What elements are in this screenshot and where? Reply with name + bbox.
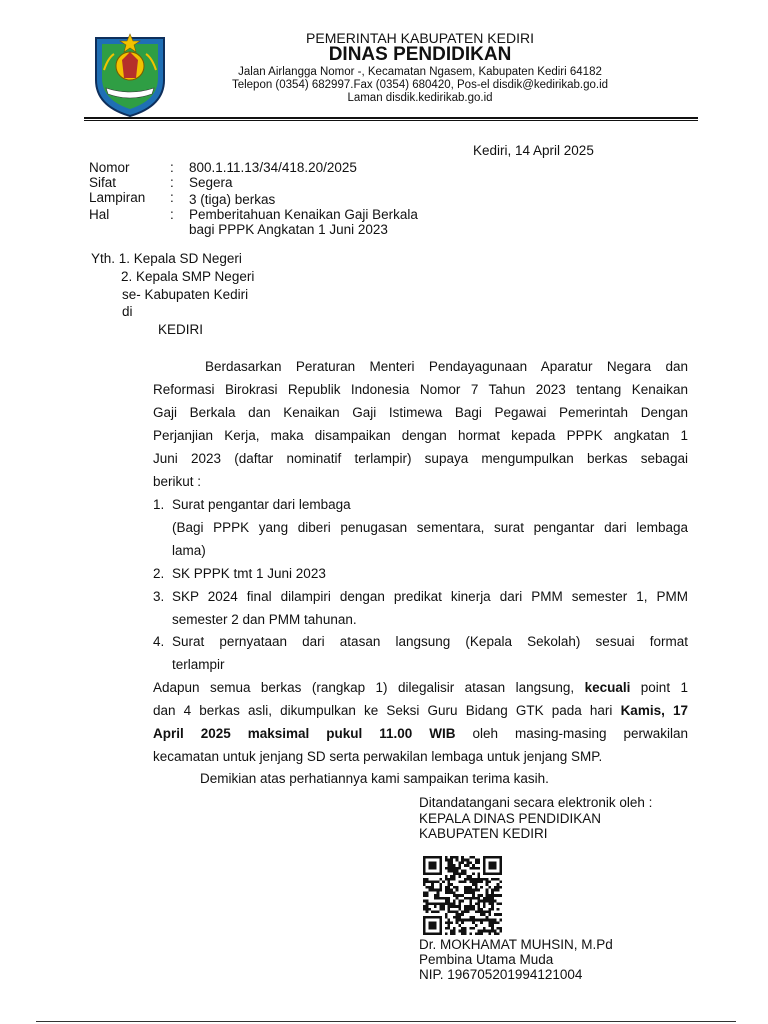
closing-line: Adapun semua berkas (rangkap 1) dilegalisir atasan langsung, kecuali point 1 [153,680,688,695]
list-item-text: Surat pengantar dari lembaga [172,497,351,512]
letter-date: Kediri, 14 April 2025 [473,143,594,158]
meta-value-lampiran: 3 (tiga) berkas [189,192,276,207]
agency-website: Laman disdik.kedirikab.go.id [347,92,493,104]
signer-name: Dr. MOKHAMAT MUHSIN, M.Pd [419,937,613,952]
paragraph-line: Reformasi Birokrasi Republik Indonesia Nomor 7 Tahun 2023 tentang Kenaikan [153,382,688,397]
recipient-line: se- Kabupaten Kediri [122,287,249,302]
esign-statement: Ditandatangani secara elektronik oleh : [419,795,653,810]
list-number: 3. [153,589,165,604]
meta-label-lampiran: Lampiran [89,190,146,205]
meta-value-sifat: Segera [189,175,233,190]
agency-address: Jalan Airlangga Nomor -, Kecamatan Ngasem, Kabupaten Kediri 64182 [238,66,602,78]
signer-nip: NIP. 196705201994121004 [419,967,583,982]
meta-value-hal: Pemberitahuan Kenaikan Gaji Berkala [189,207,418,222]
letterhead-rule-thin [84,120,698,121]
signer-institution: KABUPATEN KEDIRI [419,826,548,841]
meta-label-nomor: Nomor [89,160,130,175]
paragraph-line: Berdasarkan Peraturan Menteri Pendayagunaan Aparatur Negara dan [205,359,688,374]
meta-sep: : [170,190,174,205]
signer-rank: Pembina Utama Muda [419,952,554,967]
list-item-text: (Bagi PPPK yang diberi penugasan sementara, surat pengantar dari lembaga [172,520,688,535]
letterhead-rule [84,117,698,119]
meta-sep: : [170,160,174,175]
closing-line: dan 4 berkas asli, dikumpulkan ke Seksi Guru Bidang GTK pada hari Kamis, 17 [153,703,688,718]
list-item-text: SKP 2024 final dilampiri dengan predikat kinerja dari PMM semester 1, PMM [172,589,688,604]
meta-label-sifat: Sifat [89,175,117,190]
paragraph-line: Gaji Berkala dan Kenaikan Gaji Istimewa Bagi Pegawai Pemerintah Dengan [153,405,688,420]
list-number: 2. [153,566,165,581]
closing-line: April 2025 maksimal pukul 11.00 WIB oleh masing-masing perwakilan [153,726,689,741]
recipient-line: di [122,304,133,319]
recipient-line: Yth. 1. Kepala SD Negeri [91,251,242,266]
meta-value-hal-continued: bagi PPPK Angkatan 1 Juni 2023 [189,222,388,237]
meta-sep: : [170,207,174,222]
list-item-text: lama) [172,543,206,558]
closing-line: kecamatan untuk jenjang SD serta perwakilan lembaga untuk jenjang SMP. [153,749,603,764]
paragraph-line: Juni 2023 (daftar nominatif terlampir) supaya mengumpulkan berkas sebagai [153,451,688,466]
government-name: PEMERINTAH KABUPATEN KEDIRI [306,30,534,46]
page-footer-rule [36,1021,736,1022]
qr-code-icon [419,856,506,935]
recipient-city: KEDIRI [158,322,204,337]
paragraph-line: Perjanjian Kerja, maka disampaikan dengan hormat kepada PPPK angkatan 1 [153,428,688,443]
list-number: 4. [153,634,165,649]
list-number: 1. [153,497,165,512]
recipient-line: 2. Kepala SMP Negeri [121,269,255,284]
list-item-text: SK PPPK tmt 1 Juni 2023 [172,566,326,581]
closing-thanks: Demikian atas perhatiannya kami sampaikan terima kasih. [200,771,549,786]
list-item-text: terlampir [172,657,225,672]
meta-label-hal: Hal [89,207,110,222]
paragraph-line: berikut : [153,474,202,489]
kediri-regency-emblem-icon [92,30,168,118]
list-item-text: Surat pernyataan dari atasan langsung (Kepala Sekolah) sesuai format [172,634,688,649]
agency-name: DINAS PENDIDIKAN [328,44,512,65]
agency-contact: Telepon (0354) 682997.Fax (0354) 680420, Pos-el disdik@kedirikab.go.id [231,79,609,91]
list-item-text: semester 2 dan PMM tahunan. [172,612,357,627]
meta-sep: : [170,175,174,190]
signer-position: KEPALA DINAS PENDIDIKAN [419,811,602,826]
meta-value-nomor: 800.1.11.13/34/418.20/2025 [189,160,357,175]
